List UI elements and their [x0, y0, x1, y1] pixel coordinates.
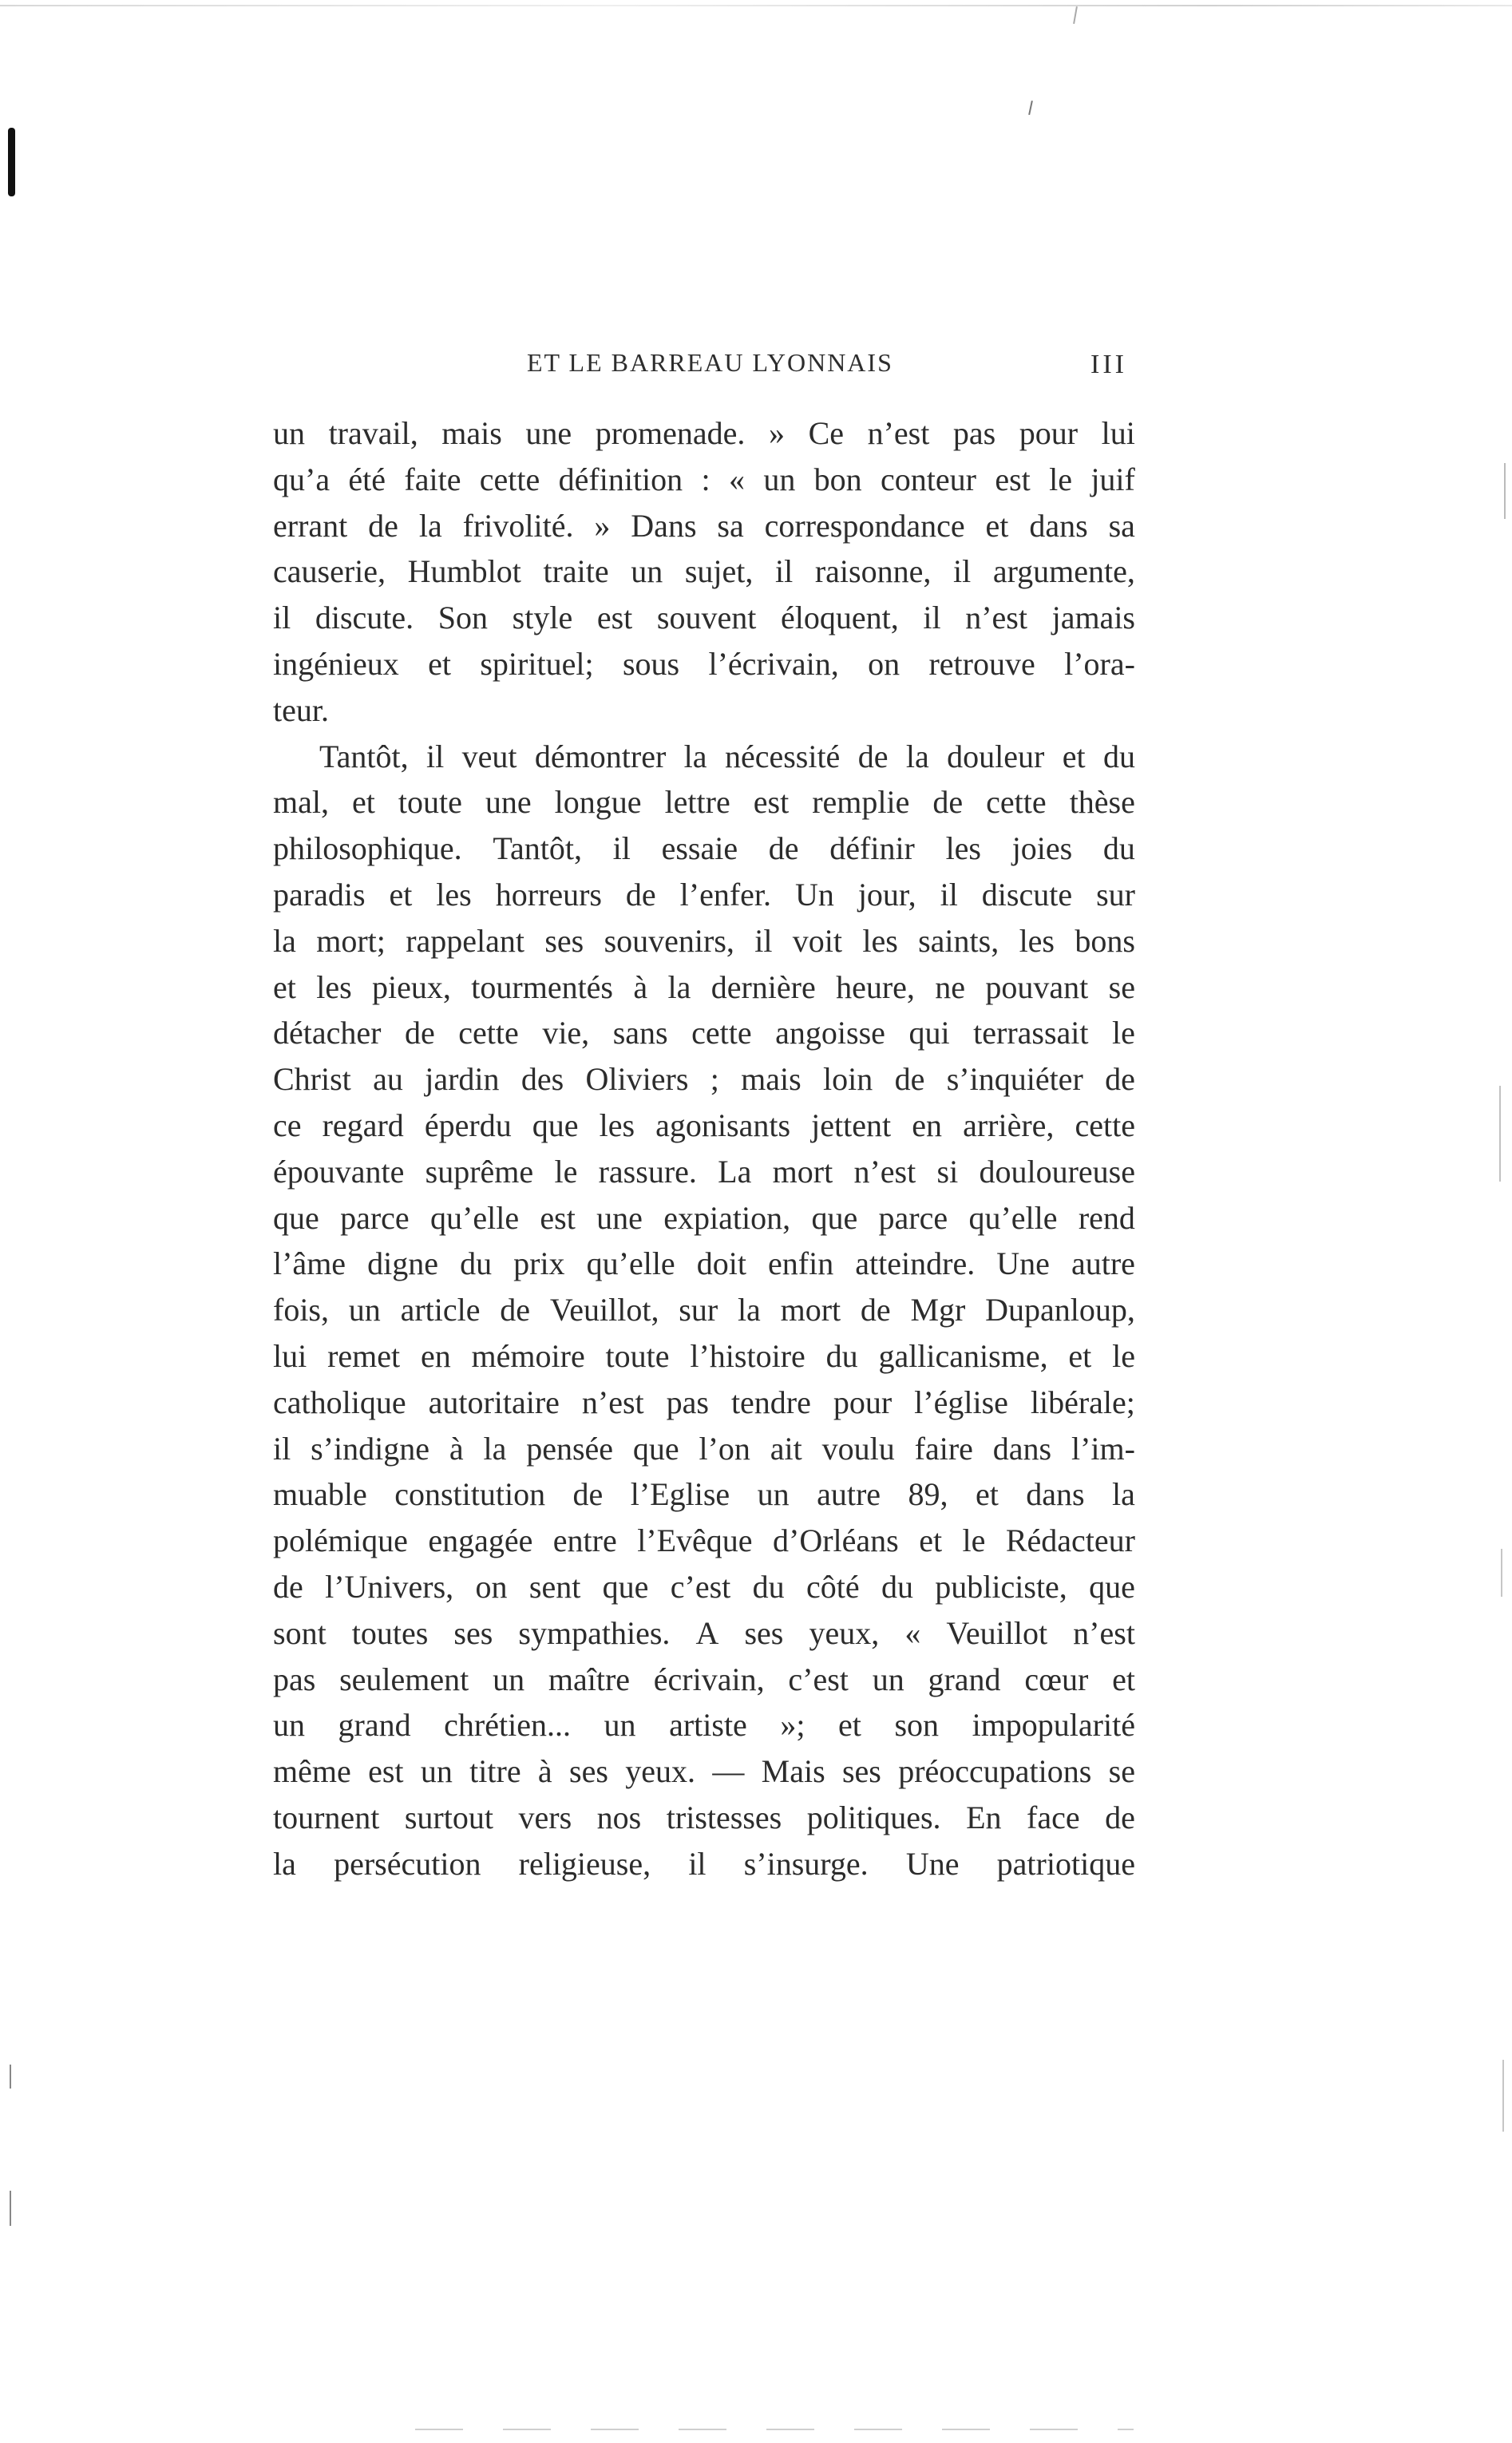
text-line: un travail, mais une promenade. » Ce n’est pas pour lui [273, 415, 1135, 451]
scan-margin-line [10, 2191, 11, 2226]
text-line: la persécution religieuse, il s’insurge. Une patriotique [273, 1845, 1135, 1882]
text-line: il discute. Son style est souvent éloquent, il n’est jamais [273, 600, 1135, 636]
text-line: philosophique. Tantôt, il essaie de définir les joies du [273, 830, 1135, 867]
scan-margin-line [10, 2065, 11, 2089]
text-line: lui remet en mémoire toute l’histoire du gallicanisme, et le [273, 1337, 1135, 1374]
text-line: Tantôt, il veut démontrer la nécessité de la douleur et du [319, 738, 1135, 774]
text-line: paradis et les horreurs de l’enfer. Un jour, il discute sur [273, 876, 1135, 913]
text-line: fois, un article de Veuillot, sur la mort de Mgr Dupanloup, [273, 1292, 1135, 1328]
running-head: ET LE BARREAU LYONNAIS [527, 348, 893, 377]
text-line: teur. [273, 691, 329, 728]
text-line: pas seulement un maître écrivain, c’est un grand cœur et [273, 1661, 1135, 1697]
text-line: causerie, Humblot traite un sujet, il raisonne, il argumente, [273, 553, 1135, 590]
scan-speck [1028, 101, 1033, 115]
text-line: ce regard éperdu que les agonisants jettent en arrière, cette [273, 1107, 1135, 1143]
scan-speck [1073, 6, 1078, 24]
text-line: et les pieux, tourmentés à la dernière heure, ne pouvant se [273, 968, 1135, 1005]
text-line: il s’indigne à la pensée que l’on ait voulu faire dans l’im- [273, 1430, 1135, 1467]
text-line: polémique engagée entre l’Evêque d’Orléans et le Rédacteur [273, 1522, 1135, 1559]
text-line: l’âme digne du prix qu’elle doit enfin atteindre. Une autre [273, 1245, 1135, 1282]
text-line: ingénieux et spirituel; sous l’écrivain, on retrouve l’ora- [273, 645, 1135, 682]
text-line: détacher de cette vie, sans cette angoisse qui terrassait le [273, 1015, 1135, 1051]
text-line: errant de la frivolité. » Dans sa correspondance et dans sa [273, 507, 1135, 544]
text-line: que parce qu’elle est une expiation, que parce qu’elle rend [273, 1199, 1135, 1236]
text-line: la mort; rappelant ses souvenirs, il voit les saints, les bons [273, 922, 1135, 959]
scan-edge-line [0, 5, 1512, 6]
scan-bottom-edge [415, 2429, 1134, 2430]
text-line: catholique autoritaire n’est pas tendre pour l’église libérale; [273, 1384, 1135, 1420]
text-line: tournent surtout vers nos tristesses politiques. En face de [273, 1799, 1135, 1835]
scan-margin-line [1501, 1549, 1502, 1597]
scan-margin-line [1499, 1086, 1501, 1182]
text-line: mal, et toute une longue lettre est remplie de cette thèse [273, 784, 1135, 821]
text-line: de l’Univers, on sent que c’est du côté du publiciste, que [273, 1568, 1135, 1605]
page-number: III [1090, 350, 1127, 379]
text-line: sont toutes ses sympathies. A ses yeux, « Veuillot n’est [273, 1614, 1135, 1651]
scan-margin-line [1504, 463, 1506, 519]
text-line: même est un titre à ses yeux. — Mais ses préoccupations se [273, 1753, 1135, 1790]
text-line: épouvante suprême le rassure. La mort n’est si douloureuse [273, 1153, 1135, 1190]
body-text [273, 410, 1135, 1887]
text-line: muable constitution de l’Eglise un autre 89, et dans la [273, 1476, 1135, 1513]
scan-margin-mark [8, 128, 15, 196]
text-line: Christ au jardin des Oliviers ; mais loin de s’inquiéter de [273, 1061, 1135, 1098]
scan-margin-line [1502, 2060, 1504, 2132]
text-line: qu’a été faite cette définition : « un bon conteur est le juif [273, 461, 1135, 497]
text-line: un grand chrétien... un artiste »; et son impopularité [273, 1707, 1135, 1744]
